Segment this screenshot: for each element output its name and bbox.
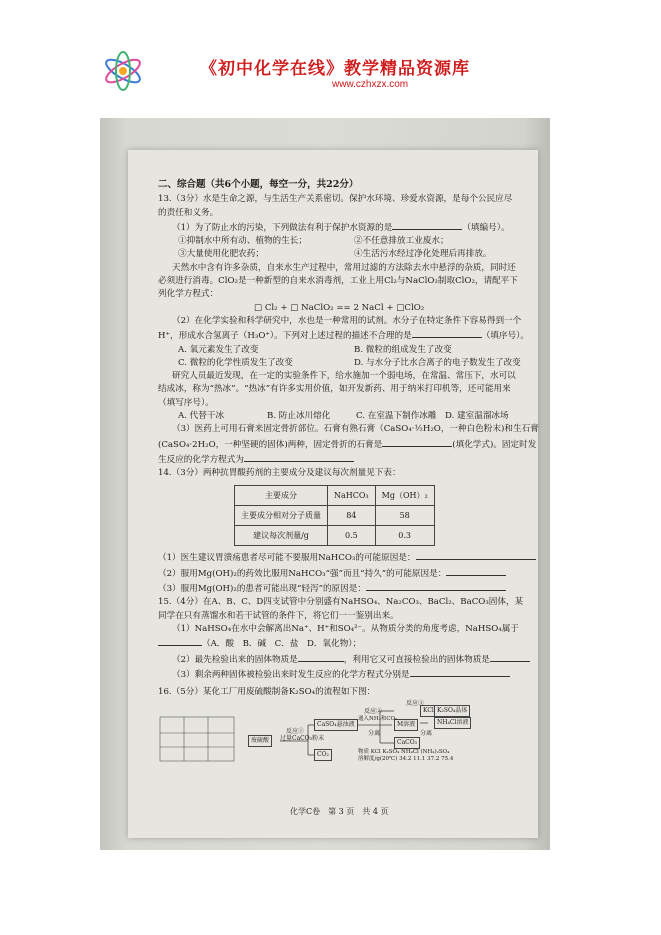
table-cell: 0.5 bbox=[328, 526, 376, 546]
table-row bbox=[235, 505, 435, 525]
q13-options bbox=[158, 248, 534, 261]
flow-box: CaSO₄悬浊液 bbox=[314, 719, 358, 731]
banner bbox=[100, 48, 562, 94]
q13-choices bbox=[158, 344, 534, 357]
process-flow-diagram bbox=[158, 700, 534, 763]
q15-line: 同学在只有蒸馏水和若干试管的条件下，将它们一一鉴别出来。 bbox=[158, 610, 399, 621]
q14-line: （1）医生建议胃溃疡患者尽可能不要服用NaHCO₃的可能原因是： bbox=[158, 550, 534, 565]
table-cell: K₂SO₄ bbox=[382, 749, 400, 756]
q13-options bbox=[158, 235, 534, 248]
flow-box: KCl bbox=[420, 705, 437, 717]
choice-d: D. 建室温溜冰场 bbox=[445, 411, 509, 422]
flow-label: 分离 bbox=[368, 730, 381, 738]
option: ③大量使用化肥农药； bbox=[178, 249, 264, 260]
q13-line: 生反应的化学方程式为 bbox=[158, 452, 534, 467]
table-cell: 37.2 bbox=[427, 756, 440, 763]
q13-choices bbox=[158, 357, 534, 370]
choice-c: C. 微粒的化学性质发生了改变 bbox=[178, 357, 293, 368]
q15-line: （1）NaHSO₄在水中会解离出Na⁺、H⁺和SO₄²⁻。从物质分类的角度考虑，NaHSO₄属于 bbox=[172, 623, 519, 634]
choice-b: B. 防止冰川熔化 bbox=[267, 411, 331, 422]
answer-blank[interactable] bbox=[244, 452, 354, 462]
table-cell: 主要成分相对分子质量 bbox=[235, 505, 328, 525]
banner-title: 《初中化学在线》教学精品资源库 bbox=[200, 59, 470, 79]
table-cell: NH₄Cl bbox=[401, 749, 419, 756]
section-heading: 二、综合题（共6个小题，每空一分，共22分） bbox=[158, 179, 359, 190]
choice-a: A. 代替干冰 bbox=[178, 411, 225, 422]
answer-blank[interactable] bbox=[366, 581, 506, 591]
q16-line: 16.（5分）某化工厂用废硫酸制备K₂SO₄的流程如下图： bbox=[158, 687, 376, 698]
q15-line: （A．酸 B．碱 C．盐 D．氧化物）； bbox=[158, 636, 534, 651]
q15-line: （2）最先检验出来的固体物质是 ，利用它又可直接检验出的固体物质是 bbox=[158, 652, 534, 667]
answer-blank[interactable] bbox=[412, 328, 482, 338]
option: ④生活污水经过净化处理后再排放。 bbox=[354, 249, 492, 260]
answer-blank[interactable] bbox=[158, 636, 202, 646]
flow-box: NH₄Cl溶液 bbox=[434, 717, 471, 729]
q14-line: 14.（3分）两种抗胃酸药剂的主要成分及建议每次剂量见下表： bbox=[158, 468, 401, 479]
option: ②不任意排放工业废水； bbox=[354, 236, 449, 247]
table-cell: 主要成分 bbox=[235, 485, 328, 505]
q13-line: 天然水中含有许多杂质，自来水生产过程中，常用过滤的方法除去水中悬浮的杂质，同时还 bbox=[172, 262, 516, 273]
q14-line: （3）服用Mg(OH)₂的患者可能出现“轻泻”的原因是： bbox=[158, 581, 534, 596]
answer-blank[interactable] bbox=[490, 652, 530, 662]
flow-box: 废硫酸 bbox=[248, 735, 272, 747]
answer-blank[interactable] bbox=[446, 566, 506, 576]
flow-box: M溶液 bbox=[394, 719, 418, 731]
table-row bbox=[235, 526, 435, 546]
table-cell: 58 bbox=[375, 505, 434, 525]
antacid-table bbox=[234, 485, 435, 547]
table-cell: Mg（OH）₂ bbox=[375, 485, 434, 505]
option: ①抑制水中所有动、植物的生长； bbox=[178, 236, 307, 247]
flow-arrows bbox=[158, 703, 534, 763]
q13-line: （3）医药上可用石膏来固定骨折部位。石膏有熟石膏（CaSO₄·½H₂O，一种白色粉末)和生石膏 bbox=[172, 424, 539, 435]
table-cell: 物质 bbox=[358, 749, 370, 756]
table-cell: 34.2 bbox=[399, 756, 412, 763]
flow-label: 分离 bbox=[420, 730, 433, 738]
q13-line: 必须进行消毒。ClO₂是一种新型的自来水消毒剂，工业上用Cl₂与NaClO₂制取ClO₂，请配平下 bbox=[158, 276, 518, 287]
q13-line: 结成冰，称为“热冰”。“热冰”有许多实用价值，如开发新药、用于纳米打印机等，还可能用来 bbox=[158, 384, 511, 395]
q13-line: 研究人员最近发现，在一定的实验条件下，给水施加一个弱电场，在常温、常压下，水可以 bbox=[172, 371, 516, 382]
choice-c: C. 在室温下制作冰雕 bbox=[356, 411, 437, 422]
answer-blank[interactable] bbox=[416, 550, 536, 560]
table-cell: 溶解度/g(20℃) bbox=[358, 756, 398, 763]
table-cell: 11.1 bbox=[413, 756, 426, 763]
flow-label: 反应② bbox=[364, 708, 383, 716]
table-cell: (NH₄)₂SO₄ bbox=[420, 749, 450, 756]
equation: □ Cl₂ + □ NaClO₂ == 2 NaCl + □ClO₂ bbox=[254, 302, 425, 313]
choice-a: A. 氧元素发生了改变 bbox=[178, 344, 259, 355]
answer-blank[interactable] bbox=[410, 667, 510, 677]
flow-label: 反应① bbox=[286, 728, 305, 736]
page-footer: 化学C卷 第 3 页 共 4 页 bbox=[290, 807, 389, 816]
flow-box: CaCO₃ bbox=[394, 737, 420, 749]
table-cell: 75.4 bbox=[441, 756, 454, 763]
q15-line: （3）剩余两种固体被检验出来时发生反应的化学方程式分别是 bbox=[158, 667, 534, 682]
table-cell: 0.3 bbox=[375, 526, 434, 546]
q14-line: （2）服用Mg(OH)₂的药效比服用NaHCO₃“强”而且“持久”的可能原因是： bbox=[158, 566, 534, 581]
atom-logo-icon bbox=[100, 48, 146, 94]
q13-line: 13.（3分）水是生命之源，与生活生产关系密切。保护水环境、珍爱水资源，是每个公民应尽 bbox=[158, 194, 513, 205]
q13-line: 列化学方程式： bbox=[158, 289, 219, 300]
q13-line: （2）在化学实验和科学研究中，水也是一种常用的试剂。水分子在特定条件下容易得到一个 bbox=[172, 315, 522, 326]
flow-label: 过量CaCO₃粉末 bbox=[280, 735, 325, 743]
flow-label: 反应③ bbox=[406, 700, 425, 708]
answer-blank[interactable] bbox=[392, 220, 462, 230]
table-cell: KCl bbox=[370, 749, 381, 756]
q15-line: 15.（4分）在A、B、C、D四支试管中分别盛有NaHSO₄、Na₂CO₃、BaCl₂、BaCO₃固体，某 bbox=[158, 597, 524, 608]
answer-blank[interactable] bbox=[382, 437, 452, 447]
table-cell: NaHCO₃ bbox=[328, 485, 376, 505]
table-cell: 84 bbox=[328, 505, 376, 525]
answer-blank[interactable] bbox=[298, 652, 344, 662]
q13-line: （1）为了防止水的污染，下列做法有利于保护水资源的是 （填编号）。 bbox=[158, 220, 534, 235]
table-row bbox=[235, 485, 435, 505]
q13-line: H⁺，形成水合氢离子（H₃O⁺）。下列对上述过程的描述不合理的是 （填序号）。 bbox=[158, 328, 534, 343]
flow-label: 通入NH₃和CO₂ bbox=[358, 716, 398, 723]
q13-choices bbox=[158, 410, 534, 423]
choice-d: D. 与水分子比水合离子的电子数发生了改变 bbox=[354, 357, 521, 368]
flow-box: K₂SO₄晶体 bbox=[434, 705, 470, 717]
q13-line: 的责任和义务。 bbox=[158, 207, 219, 218]
flow-box: CO₂ bbox=[314, 749, 332, 761]
q13-line: (CaSO₄·2H₂O，一种坚硬的固体)两种，固定骨折的石膏是 (填化学式)。固定时发 bbox=[158, 437, 534, 452]
banner-url: www.czhxzx.com bbox=[332, 79, 409, 90]
choice-b: B. 微粒的组成发生了改变 bbox=[354, 344, 452, 355]
solubility-table bbox=[358, 749, 453, 763]
table-cell: 建议每次剂量/g bbox=[235, 526, 328, 546]
exam-content bbox=[158, 178, 539, 763]
q13-line: （填写序号）。 bbox=[158, 397, 214, 408]
